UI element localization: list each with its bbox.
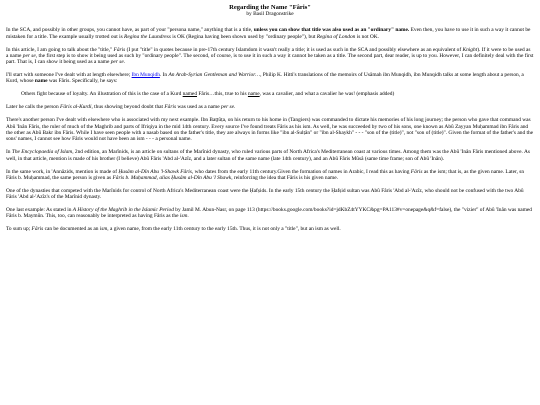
paragraph-annazids: In the same work, in 'Annâzids, mention is made of Ḥusâm al-Dîn Abu 'l-Shawk Fâris, who dates from the early 11th century.Given the formation of names in Arabic, I read this as having Fâris as the ism; that is, as the given name. Later, sn Fâris b. Muḥammad, the same person is given as Fâris b. Muḥammad, alias Ḥusâm al-Dîn Abu 'l Shawk, reinforcing the idea that Fâris is his given name. xyxy=(6,168,525,181)
paragraph-faris-al-kurdi: Later he calls the person Fâris al-Kurdi, thus showing beyond doubt that Fâris was used as a name per se. xyxy=(6,104,236,111)
paragraph-last-example: One last example: As stated in A History of the Maghrib in the Islamic Period by Jamil M. Abun-Nasr, on page 113 (https://books.google.com/books?id=jdKbZ4tYYKC&pg=PA113#v=onepage&q&f=false), the "vizier" of Abû 'Inân was named Fâris b. Maymûn. This, too, can reasonably be interpreted as having Fâris as the ism. xyxy=(6,207,532,220)
paragraph-encyclopaedia: In The Encyclopaedia of Islam, 2nd edition, an Marînids, is an article on sultans of the Marînid dynasty, who ruled various parts of North Africa's Mediterranean coast at various times. Among them was the Abû 'Inân Fâris mentioned above. As well, in that article, mention is made of his brother (I believe) Abû Fâris 'Abd al-'Azîz, and a later sultan of the same name (late 14th century), and an Abû Fâris Mûsâ (same time frame; son of Abû 'Inân). xyxy=(6,149,530,162)
paragraph-hafsids: One of the dynasties that competed with the Marînids for control of North Africa's Mediterranean coast were the Ḥafṣids. In the early 15th century the Ḥafṣid sultan was Abû Fâris 'Abd al-'Azîz, who should not be confused with the two Abû Fâris 'Abd al-'Azîz's of the Marînid dynasty. xyxy=(6,187,524,201)
paragraph-title-discussion: In this article, I am going to talk about the "title," Fâris (I put "title" in quotes because in pre-17th century Islamdom it wasn't really a title; it is used as such in the SCA and possibly elsewhere as an equivalent of Knight). If it were to be used as a name per se, the first step is to show it being used as such by "ordinary people". The second, of course, is to use it in such a way it cannot be taken as a title. The second part, dear reader, is up to you. However, I can definitely deal with the first part. That is, I can show it being used as a name per se. xyxy=(6,46,534,66)
article-title: Regarding the Name "Fâris" xyxy=(229,4,311,11)
byline: by Basil Dragonstrike xyxy=(246,11,294,17)
paragraph-ibn-battuta: There's another person I've dealt with elsewhere who is associated with my next example. Ibn Baṭṭûṭa, on his return to his home in (Tangiers) was commanded to dictate his memories of his long journey; the person who gave that command was Abû 'Inân Fâris, the ruler of much of the Maghrib and parts of Ifriqiya in the mid 14th century. Every source I've found treats Fâris as his ism. As well, he was succeeded by two of his sons, one known as Abû Zayyan Muḥammad ibn Fâris and the other as Abû Bakr ibn Fâris. While I have seen people with a nasab based on the father's title, they are always in forms like "ibn al-Sulṭân" or "ibn al-Shaykh" - - - "son of the (title)", not "son of (title)". Given the format of the father's and the sons' names, I cannot see how Fâris would not have been an ism - - - a personal name. xyxy=(6,117,534,143)
paragraph-ibn-munqidh: I'll start with someone I've dealt with at length elsewhere; Ibn Munqidh. In An Arab-Syrian Gentleman and Warrior…, Philip K. Hitti's translations of the memoirs of Usâmah ibn Munqidh, ibn Munqidh talks at some length about a person, a Kurd, whose name was Fâris. Specifically, he says: xyxy=(6,72,524,85)
emphasis-bold: unless you can show that title was also used as an "ordinary" name. xyxy=(253,27,410,34)
quotation: Others fight because of loyalty. An illustration of this is the case of a Kurd named Fâris…this, true to his name, was a cavalier, and what a cavalier he was! (emphasis added) xyxy=(21,91,395,98)
ibn-munqidh-link[interactable]: Ibn Munqidh xyxy=(131,72,160,79)
paragraph-summary: To sum up; Fâris can be documented as an ism, a given name, from the early 11th century to the early 15th. Thus, it is not only a "title", but an ism as well. xyxy=(6,226,341,233)
paragraph-intro: In the SCA, and possibly in other groups, you cannot have, as part of your "persona name," anything that is a title, unless you can show that title was also used as an "ordinary" name. Even then, you have to use it in such a way it cannot be mistaken for a title. The example usually trotted out is Regina the Laundress is OK (Regina having been shown used by "ordinary people"), but Regina of London is not OK. xyxy=(6,27,531,40)
